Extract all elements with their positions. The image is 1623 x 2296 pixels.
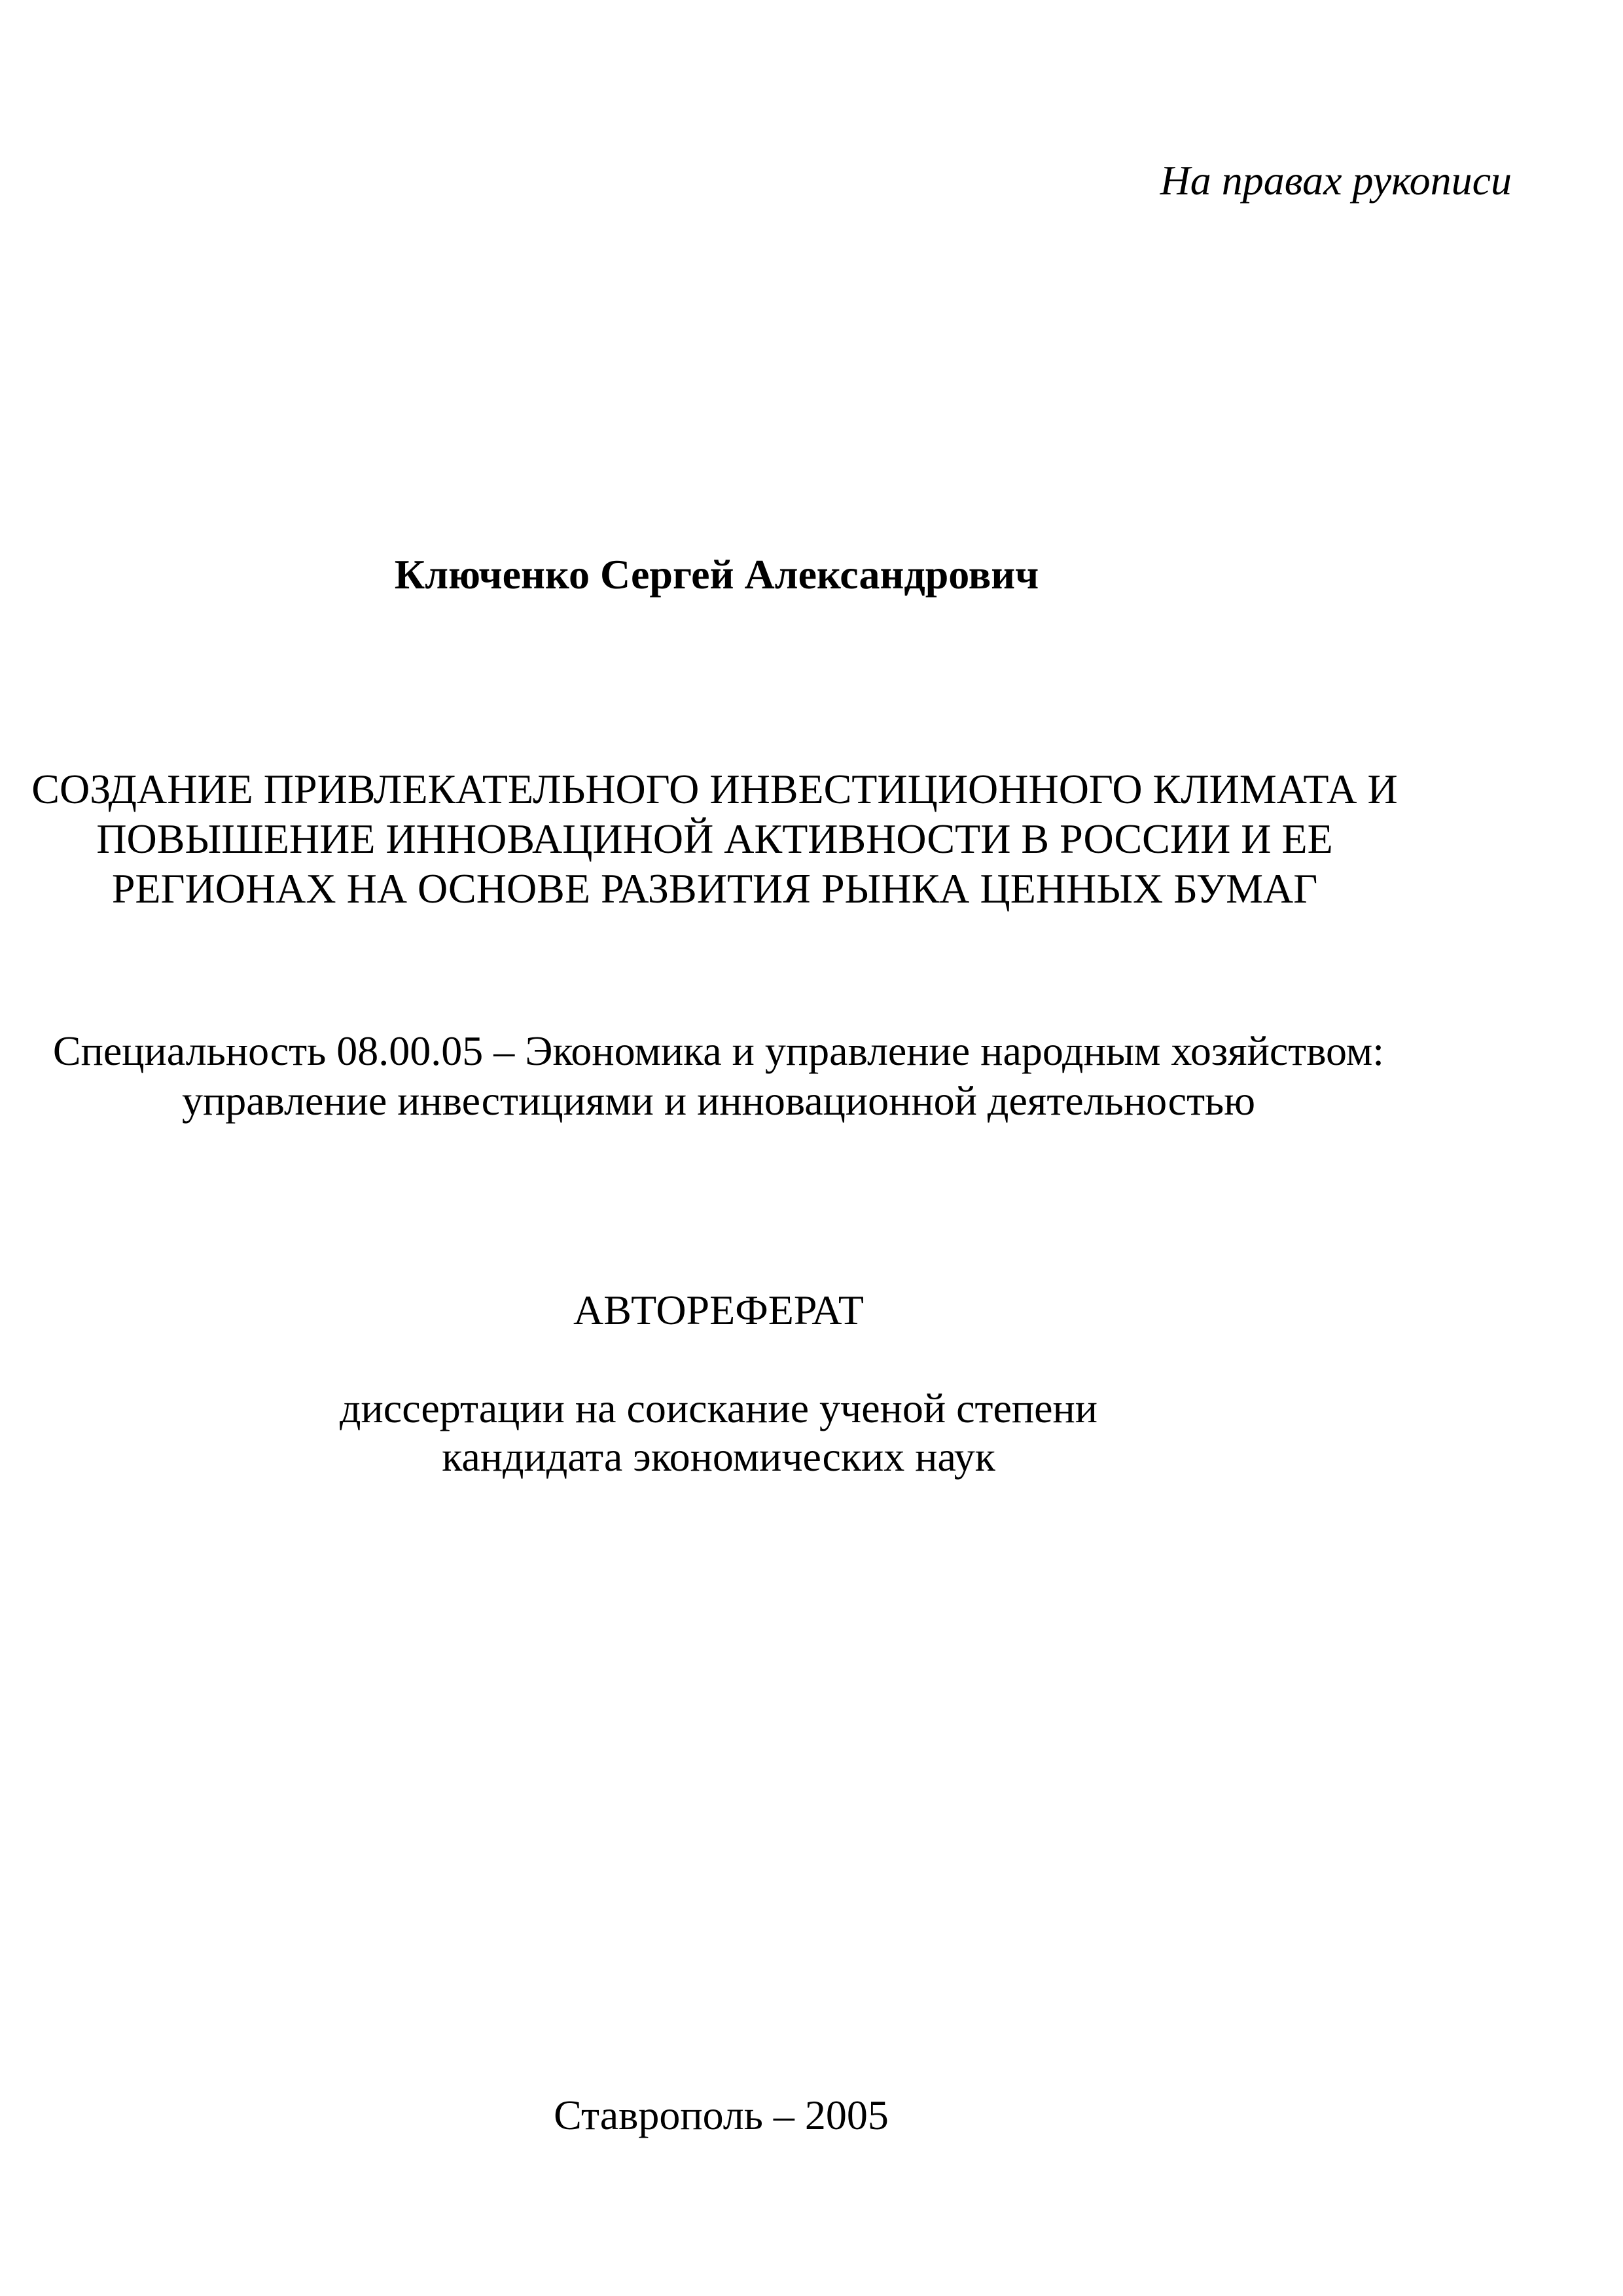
place-and-year: Ставрополь – 2005	[554, 2092, 889, 2138]
title-line: ПОВЫШЕНИЕ ИННОВАЦИНОЙ АКТИВНОСТИ В РОССИИ И ЕЕ	[96, 816, 1333, 862]
specialty-line: Специальность 08.00.05 – Экономика и управление народным хозяйством:	[52, 1028, 1385, 1074]
degree-line: диссертации на соискание ученой степени	[339, 1385, 1098, 1431]
manuscript-rights-note: На правах рукописи	[1160, 157, 1512, 204]
title-line: СОЗДАНИЕ ПРИВЛЕКАТЕЛЬНОГО ИНВЕСТИЦИОННОГО КЛИМАТА И	[31, 766, 1398, 812]
document-type: АВТОРЕФЕРАТ	[573, 1287, 864, 1333]
degree-line: кандидата экономических наук	[442, 1433, 995, 1480]
title-line: РЕГИОНАХ НА ОСНОВЕ РАЗВИТИЯ РЫНКА ЦЕННЫХ БУМАГ	[111, 865, 1318, 912]
specialty-line: управление инвестициями и инновационной деятельностью	[181, 1077, 1256, 1124]
author-name: Ключенко Сергей Александрович	[394, 551, 1039, 598]
